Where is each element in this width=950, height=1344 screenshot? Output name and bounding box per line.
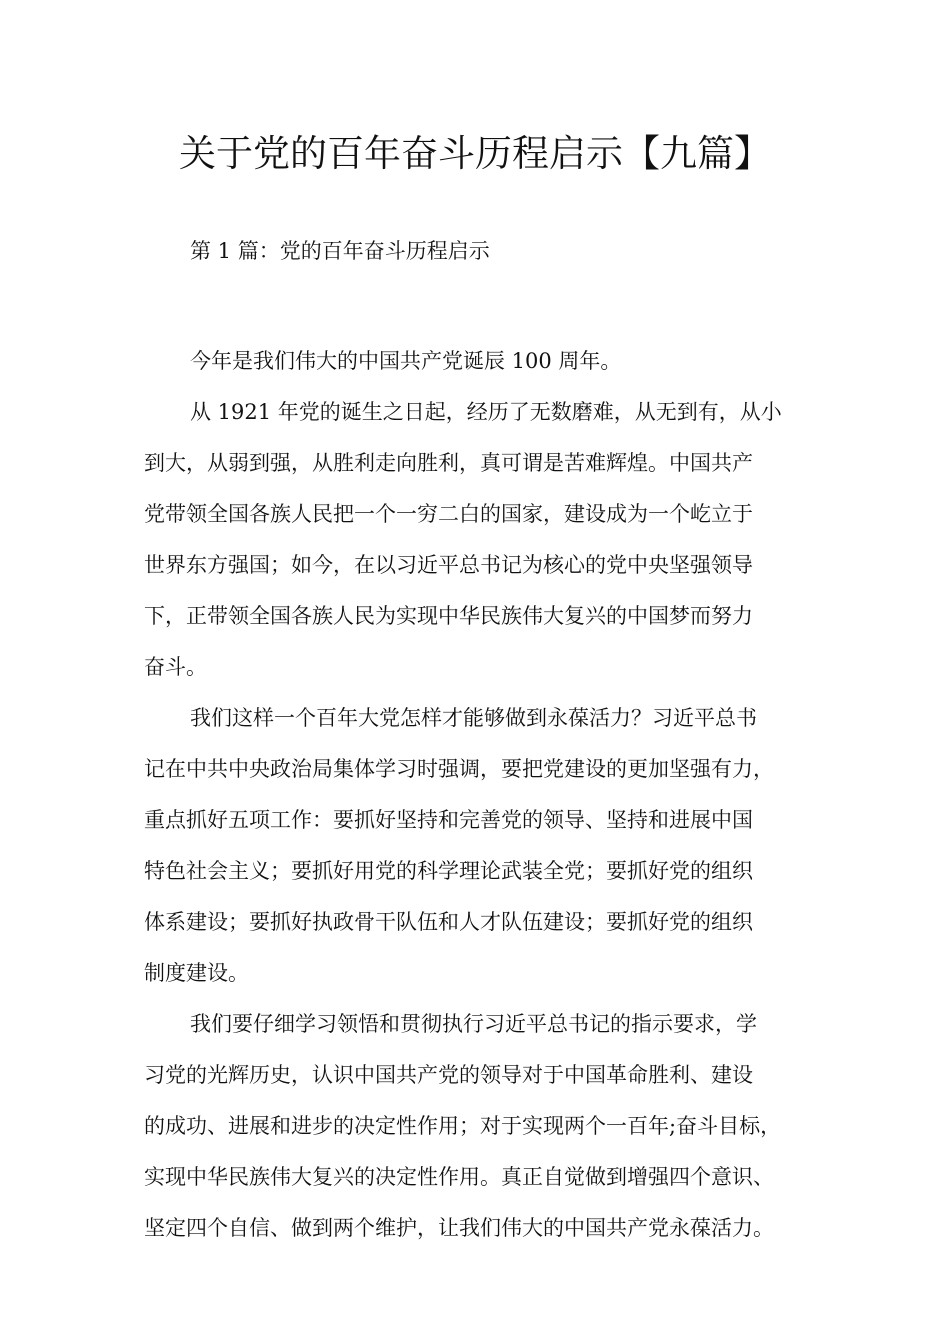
paragraph-line: 我们要仔细学习领悟和贯彻执行习近平总书记的指示要求，学 <box>190 1012 757 1036</box>
paragraph-line: 坚定四个自信、做到两个维护，让我们伟大的中国共产党永葆活力。 <box>144 1216 774 1240</box>
section-subtitle: 第 1 篇：党的百年奋斗历程启示 <box>190 239 490 263</box>
paragraph-line: 重点抓好五项工作：要抓好坚持和完善党的领导、坚持和进展中国 <box>144 808 753 832</box>
paragraph-line: 从 1921 年党的诞生之日起，经历了无数磨难，从无到有，从小 <box>190 400 782 424</box>
paragraph <box>144 387 824 693</box>
paragraph-line: 下，正带领全国各族人民为实现中华民族伟大复兴的中国梦而努力 <box>144 604 753 628</box>
paragraph-line: 实现中华民族伟大复兴的决定性作用。真正自觉做到增强四个意识、 <box>144 1165 774 1189</box>
paragraph <box>144 999 824 1254</box>
paragraph-line: 党带领全国各族人民把一个一穷二白的国家，建设成为一个屹立于 <box>144 502 753 526</box>
paragraph-line: 我们这样一个百年大党怎样才能够做到永葆活力？习近平总书 <box>190 706 757 730</box>
paragraph-line: 到大，从弱到强，从胜利走向胜利，真可谓是苦难辉煌。中国共产 <box>144 451 753 475</box>
paragraph-line: 世界东方强国；如今，在以习近平总书记为核心的党中央坚强领导 <box>144 553 753 577</box>
paragraph-line: 习党的光辉历史，认识中国共产党的领导对于中国革命胜利、建设 <box>144 1063 753 1087</box>
paragraph-line: 奋斗。 <box>144 655 207 679</box>
paragraph-line: 体系建设；要抓好执政骨干队伍和人才队伍建设；要抓好党的组织 <box>144 910 753 934</box>
paragraph <box>144 693 824 999</box>
paragraph-line: 制度建设。 <box>144 961 249 985</box>
document-body <box>144 336 824 1254</box>
paragraph-line: 记在中共中央政治局集体学习时强调，要把党建设的更加坚强有力， <box>144 757 774 781</box>
paragraph-line: 今年是我们伟大的中国共产党诞辰 100 周年。 <box>190 349 622 373</box>
paragraph <box>144 336 824 387</box>
document-title: 关于党的百年奋斗历程启示【九篇】 <box>179 132 771 175</box>
paragraph-line: 特色社会主义；要抓好用党的科学理论武装全党；要抓好党的组织 <box>144 859 753 883</box>
paragraph-line: 的成功、进展和进步的决定性作用；对于实现两个一百年;奋斗目标， <box>144 1114 782 1138</box>
